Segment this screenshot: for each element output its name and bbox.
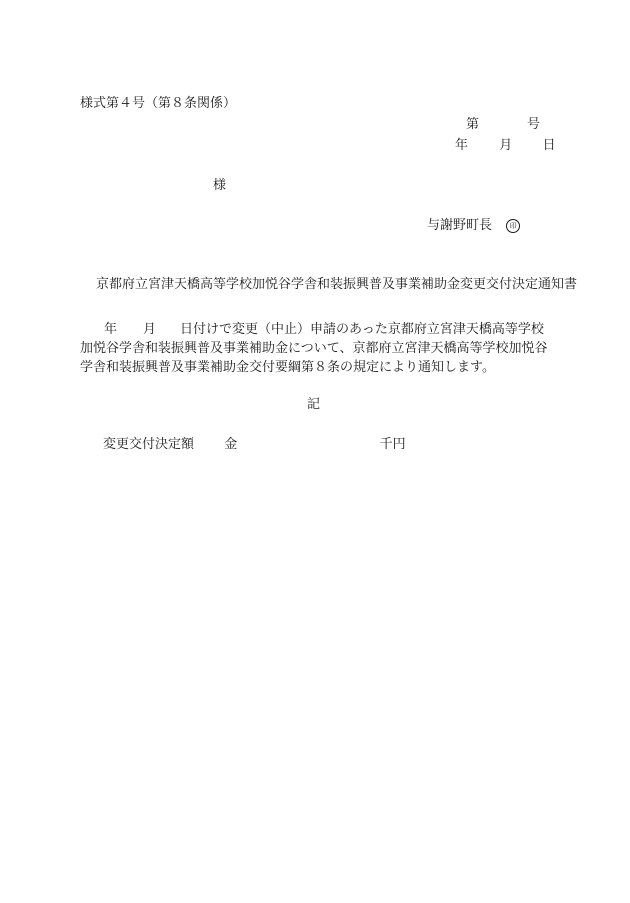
document-number-suffix: 号	[526, 117, 540, 132]
seal-mark: 印	[506, 219, 520, 233]
amount-row	[103, 438, 406, 451]
sender-line	[427, 219, 520, 233]
body-paragraph	[80, 320, 552, 377]
body-month: 月	[143, 322, 157, 337]
document-title: 京都府立宮津天橋高等学校加悦谷学舎和装振興普及事業補助金変更交付決定通知書	[96, 277, 578, 292]
amount-label: 変更交付決定額	[103, 437, 195, 452]
amount-currency: 金	[224, 437, 238, 452]
body-text: 日付けで変更（中止）申請のあった京都府立宮津天橋高等学校加悦谷学舎和装振興普及事業補助金について、京都府立宮津天橋高等学校加悦谷学舎和装振興普及事業補助金交付要綱第８条の規定により通知します。	[80, 322, 548, 375]
form-number: 様式第４号（第８条関係）	[80, 96, 237, 111]
date-day: 日	[542, 138, 556, 153]
body-year: 年	[104, 322, 118, 337]
sender-name: 与謝野町長	[427, 218, 493, 233]
date-month: 月	[499, 138, 513, 153]
ki-heading: 記	[307, 397, 321, 412]
issue-date	[455, 139, 556, 152]
recipient-suffix: 様	[213, 178, 227, 193]
document-number-prefix: 第	[466, 117, 480, 132]
date-year: 年	[455, 138, 469, 153]
amount-unit: 千円	[379, 437, 406, 452]
